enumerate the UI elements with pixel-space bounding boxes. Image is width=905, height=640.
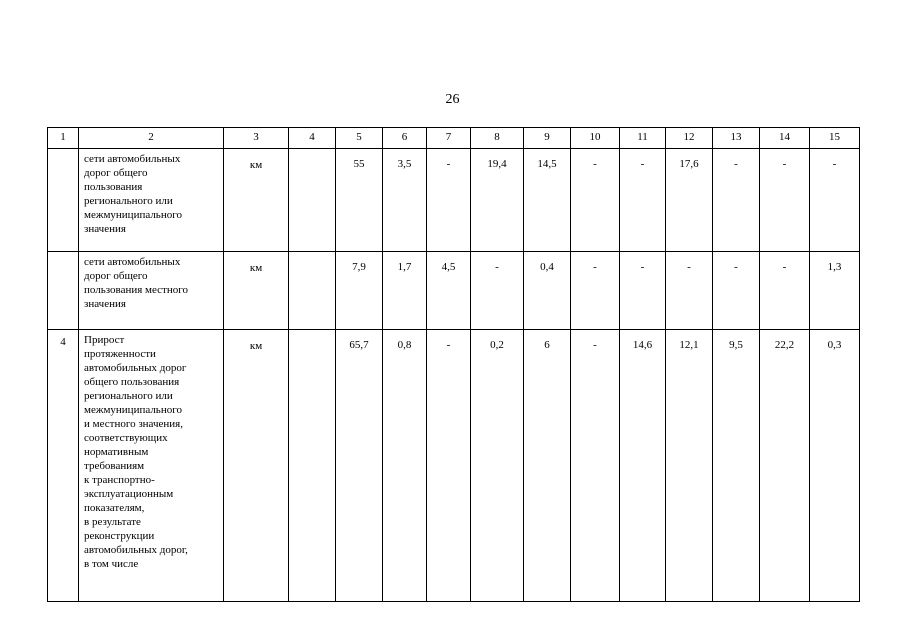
column-header: 6 [383, 128, 427, 149]
value-cell: 14,5 [524, 149, 571, 252]
row-number [48, 149, 79, 252]
column-header: 10 [571, 128, 620, 149]
value-cell: - [571, 330, 620, 602]
value-cell: 22,2 [760, 330, 810, 602]
column-header: 11 [620, 128, 666, 149]
column-header: 14 [760, 128, 810, 149]
column-header: 2 [79, 128, 224, 149]
table-row [48, 149, 860, 252]
row-name [79, 252, 224, 330]
value-cell: - [571, 149, 620, 252]
column-header: 1 [48, 128, 79, 149]
value-cell: - [571, 252, 620, 330]
value-cell: - [810, 149, 860, 252]
column-header: 4 [289, 128, 336, 149]
value-cell: - [427, 330, 471, 602]
table-row [48, 330, 860, 602]
column-header: 12 [666, 128, 713, 149]
value-cell: - [760, 149, 810, 252]
row-unit: км [224, 252, 289, 330]
column-header: 13 [713, 128, 760, 149]
value-cell: 1,3 [810, 252, 860, 330]
value-cell: 1,7 [383, 252, 427, 330]
column-header: 8 [471, 128, 524, 149]
row-name [79, 330, 224, 602]
value-cell: 12,1 [666, 330, 713, 602]
row-col4 [289, 252, 336, 330]
row-number: 4 [48, 330, 79, 602]
value-cell: 6 [524, 330, 571, 602]
value-cell: - [427, 149, 471, 252]
value-cell: 65,7 [336, 330, 383, 602]
column-header: 3 [224, 128, 289, 149]
value-cell: 4,5 [427, 252, 471, 330]
column-header: 15 [810, 128, 860, 149]
value-cell: 19,4 [471, 149, 524, 252]
row-name-text: Прирост протяженности автомобильных дорог общего пользования регионального или межмуниципального и местного значения, соответствующих нормативным требованиям к транспортно- эксплуатационным показателям, в результате реконструкции автомобильных дорог, в том числе [84, 334, 188, 570]
row-name [79, 149, 224, 252]
page-number: 26 [445, 92, 460, 107]
row-unit: км [224, 149, 289, 252]
table-header-row [48, 128, 860, 149]
row-unit: км [224, 330, 289, 602]
value-cell: 0,2 [471, 330, 524, 602]
value-cell: 14,6 [620, 330, 666, 602]
value-cell: - [760, 252, 810, 330]
column-header: 5 [336, 128, 383, 149]
value-cell: 7,9 [336, 252, 383, 330]
row-col4 [289, 330, 336, 602]
row-name-text: сети автомобильных дорог общего пользования местного значения [84, 256, 188, 310]
value-cell: 3,5 [383, 149, 427, 252]
column-header: 9 [524, 128, 571, 149]
value-cell: - [620, 149, 666, 252]
row-name-text: сети автомобильных дорог общего пользования регионального или межмуниципального значения [84, 153, 182, 235]
row-col4 [289, 149, 336, 252]
value-cell: - [620, 252, 666, 330]
value-cell: - [713, 252, 760, 330]
value-cell: 17,6 [666, 149, 713, 252]
value-cell: 0,4 [524, 252, 571, 330]
value-cell: 0,3 [810, 330, 860, 602]
value-cell: 0,8 [383, 330, 427, 602]
row-number [48, 252, 79, 330]
column-header: 7 [427, 128, 471, 149]
table-row [48, 252, 860, 330]
value-cell: 55 [336, 149, 383, 252]
value-cell: - [471, 252, 524, 330]
data-table [47, 127, 860, 602]
value-cell: - [666, 252, 713, 330]
value-cell: - [713, 149, 760, 252]
value-cell: 9,5 [713, 330, 760, 602]
